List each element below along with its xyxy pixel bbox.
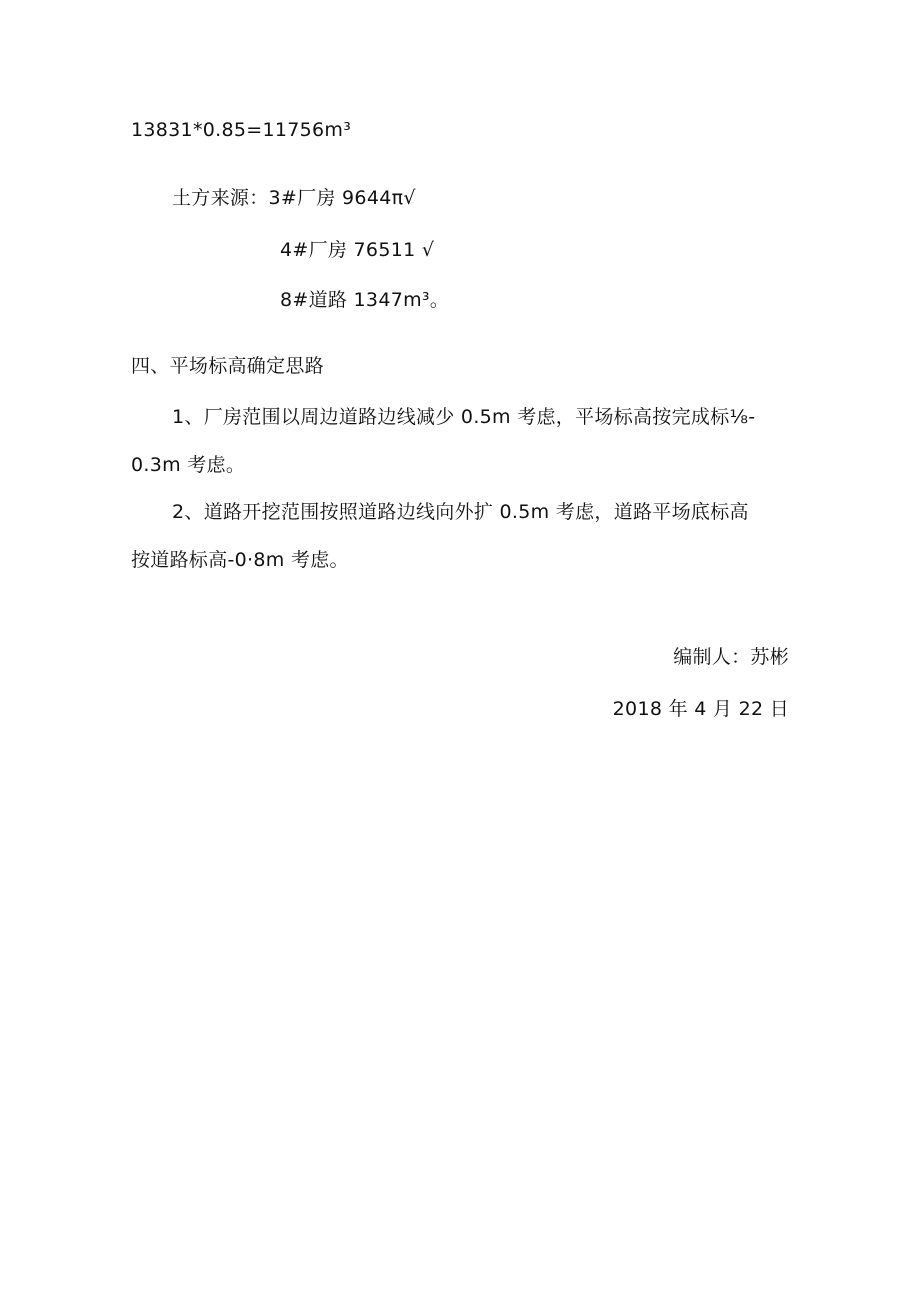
calculation-line: 13831*0.85=11756m³ xyxy=(131,119,352,141)
item-1-line-1: 1、厂房范围以周边道路边线减少 0.5m 考虑，平场标高按完成标⅛- xyxy=(172,406,756,428)
item-1-line-2: 0.3m 考虑。 xyxy=(131,454,246,476)
author-signature: 编制人：苏彬 xyxy=(673,646,789,668)
item-2-line-1: 2、道路开挖范围按照道路边线向外扩 0.5m 考虑，道路平场底标高 xyxy=(172,501,749,523)
document-date: 2018 年 4 月 22 日 xyxy=(612,698,789,720)
section-heading: 四、平场标高确定思路 xyxy=(131,355,325,377)
earth-source-line-3: 土方来源：3#厂房 9644π√ xyxy=(172,187,416,209)
earth-source-line-4: 4#厂房 76511 √ xyxy=(280,239,435,261)
item-2-line-2: 按道路标高-0·8m 考虑。 xyxy=(131,549,349,571)
earth-source-line-8: 8#道路 1347m³。 xyxy=(280,289,450,311)
